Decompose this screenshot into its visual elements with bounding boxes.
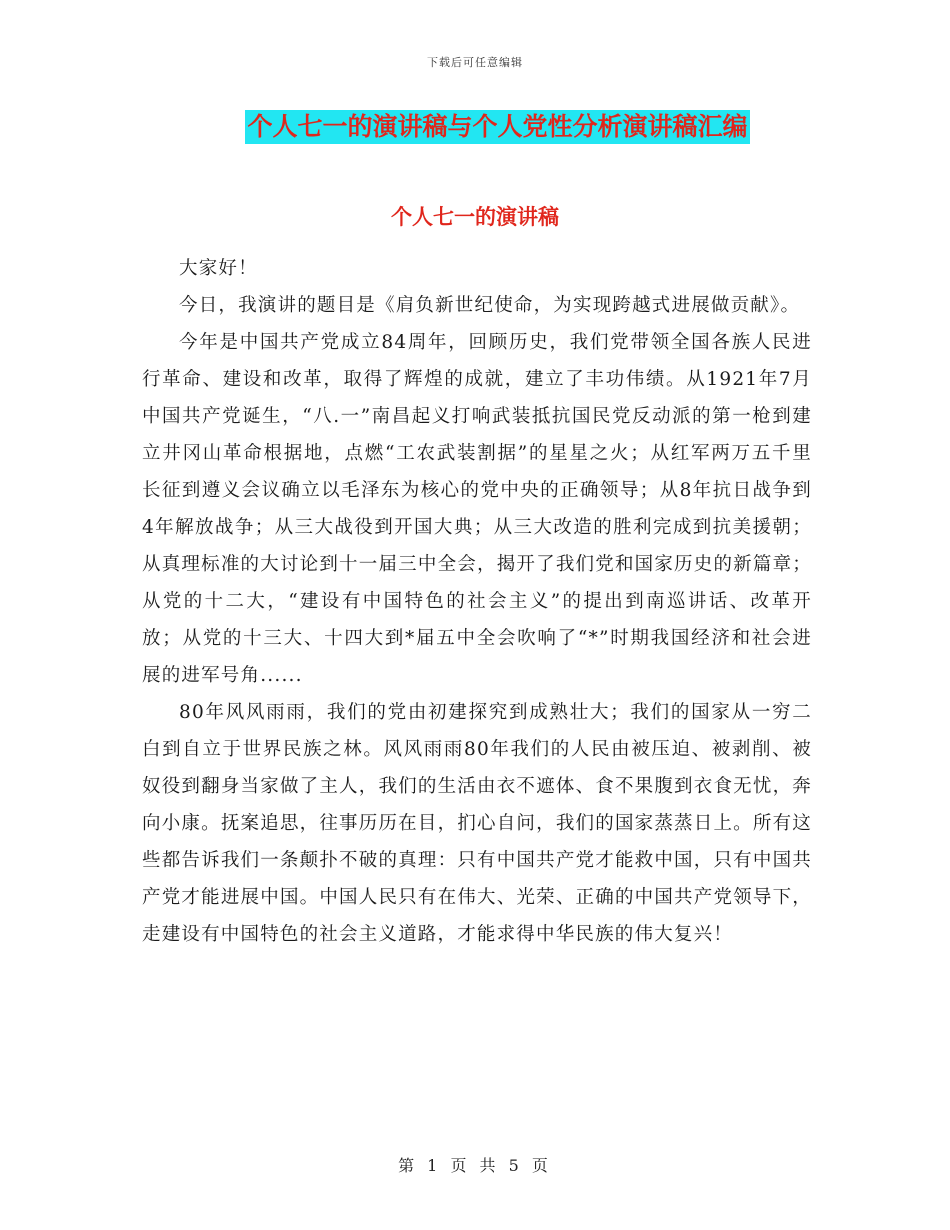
paragraph-conclusion: 80年风风雨雨，我们的党由初建探究到成熟壮大；我们的国家从一穷二白到自立于世界民族之林。风风雨雨80年我们的人民由被压迫、被剥削、被奴役到翻身当家做了主人，我们的生活由衣不遮体、食不果腹到衣食无忧，奔向小康。抚案追思，往事历历在目，扪心自问，我们的国家蒸蒸日上。所有这些都告诉我们一条颠扑不破的真理：只有中国共产党才能救中国，只有中国共产党才能进展中国。中国人民只有在伟大、光荣、正确的中国共产党领导下，走建设有中国特色的社会主义道路，才能求得中华民族的伟大复兴！	[142, 702, 812, 945]
document-body	[142, 250, 812, 953]
paragraph-greeting: 大家好！	[179, 258, 258, 279]
page-footer: 第 1 页 共 5 页	[398, 1156, 552, 1175]
section-title: 个人七一的演讲稿	[391, 205, 559, 229]
header-note: 下载后可任意编辑	[427, 56, 523, 69]
document-title-container	[0, 110, 950, 144]
document-title: 个人七一的演讲稿与个人党性分析演讲稿汇编	[245, 110, 749, 144]
paragraph-topic: 今日，我演讲的题目是《肩负新世纪使命，为实现跨越式进展做贡献》。	[179, 295, 801, 316]
paragraph-history: 今年是中国共产党成立84周年，回顾历史，我们党带领全国各族人民进行革命、建设和改革，取得了辉煌的成就，建立了丰功伟绩。从1921年7月中国共产党诞生，“八.一”南昌起义打响武装抵抗国民党反动派的第一枪到建立井冈山革命根据地，点燃“工农武装割据”的星星之火；从红军两万五千里长征到遵义会议确立以毛泽东为核心的党中央的正确领导；从8年抗日战争到4年解放战争；从三大战役到开国大典；从三大改造的胜利完成到抗美援朝；从真理标准的大讨论到十一届三中全会，揭开了我们党和国家历史的新篇章；从党的十二大，“建设有中国特色的社会主义”的提出到南巡讲话、改革开放；从党的十三大、十四大到*届五中全会吹响了“*”时期我国经济和社会进展的进军号角......	[142, 332, 812, 686]
